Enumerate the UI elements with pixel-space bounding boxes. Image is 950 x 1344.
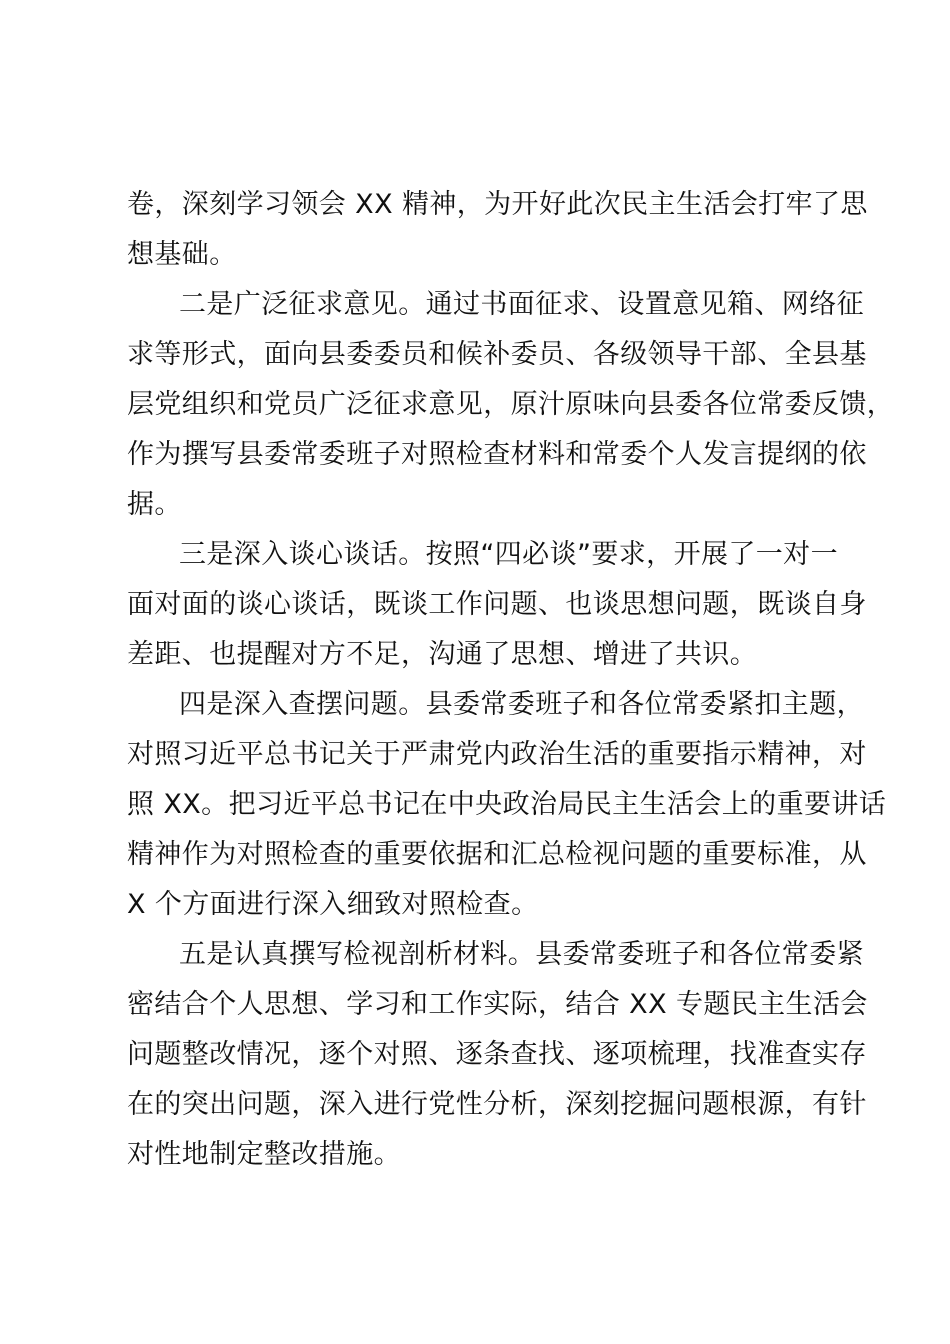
text-line: 卷，深刻学习领会 XX 精神，为开好此次民主生活会打牢了思 <box>127 189 868 220</box>
text-line: 差距、也提醒对方不足，沟通了思想、增进了共识。 <box>127 639 758 670</box>
text-line: X 个方面进行深入细致对照检查。 <box>127 889 539 920</box>
text-line: 照 XX。把习近平总书记在中央政治局民主生活会上的重要讲话 <box>127 789 887 820</box>
paragraph-write-analysis <box>127 930 868 1180</box>
text-line: 据。 <box>127 489 182 520</box>
paragraph-identify-problems <box>127 680 887 930</box>
document-body <box>127 180 895 1180</box>
text-line: 在的突出问题，深入进行党性分析，深刻挖掘问题根源，有针 <box>127 1089 867 1120</box>
text-line: 二是广泛征求意见。通过书面征求、设置意见箱、网络征 <box>179 289 864 320</box>
text-line: 层党组织和党员广泛征求意见，原汁原味向县委各位常委反馈， <box>127 389 895 420</box>
text-line: 想基础。 <box>127 239 237 270</box>
text-line: 五是认真撰写检视剖析材料。县委常委班子和各位常委紧 <box>179 939 864 970</box>
text-line: 面对面的谈心谈话，既谈工作问题、也谈思想问题，既谈自身 <box>127 589 867 620</box>
paragraph-continuation <box>127 180 868 280</box>
text-line: 作为撰写县委常委班子对照检查材料和常委个人发言提纲的依 <box>127 439 867 470</box>
paragraph-heart-to-heart-talks <box>127 530 867 680</box>
text-line: 精神作为对照检查的重要依据和汇总检视问题的重要标准，从 <box>127 839 867 870</box>
text-line: 对照习近平总书记关于严肃党内政治生活的重要指示精神，对 <box>127 739 867 770</box>
text-line: 密结合个人思想、学习和工作实际，结合 XX 专题民主生活会 <box>127 989 868 1020</box>
text-line: 问题整改情况，逐个对照、逐条查找、逐项梳理，找准查实存 <box>127 1039 867 1070</box>
paragraph-solicit-opinions <box>127 280 895 530</box>
text-line: 三是深入谈心谈话。按照“四必谈”要求，开展了一对一 <box>179 539 838 570</box>
text-line: 求等形式，面向县委委员和候补委员、各级领导干部、全县基 <box>127 339 867 370</box>
text-line: 四是深入查摆问题。县委常委班子和各位常委紧扣主题， <box>179 689 864 720</box>
text-line: 对性地制定整改措施。 <box>127 1139 401 1170</box>
